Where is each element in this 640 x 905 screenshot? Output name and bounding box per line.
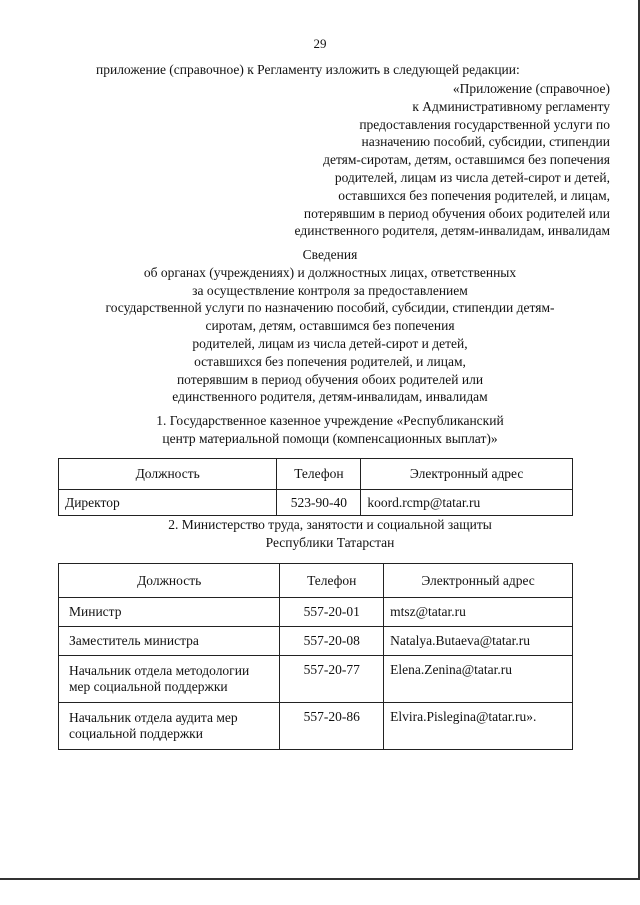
table-row <box>59 656 573 703</box>
info-title-line: потерявшим в период обучения обоих родителей или <box>176 371 484 387</box>
position-cell <box>59 703 280 750</box>
email-cell: mtsz@tatar.ru <box>384 598 573 627</box>
column-header: Должность <box>59 459 277 490</box>
phone-cell: 557-20-86 <box>280 703 384 750</box>
column-header: Электронный адрес <box>384 564 573 598</box>
section2-title <box>40 516 620 552</box>
section1-title-line: 1. Государственное казенное учреждение «Республиканский <box>156 413 504 428</box>
annex-line: единственного родителя, детям-инвалидам, инвалидам <box>294 223 610 239</box>
annex-line: к Административному регламенту <box>412 98 610 114</box>
position-cell: Заместитель министра <box>59 627 280 656</box>
page-number: 29 <box>313 36 327 51</box>
info-title-line: за осуществление контроля за предоставлением <box>192 282 468 298</box>
email-cell: Elena.Zenina@tatar.ru <box>384 656 573 703</box>
table-header-row <box>59 459 573 490</box>
column-header: Телефон <box>280 564 384 598</box>
info-title <box>40 246 620 406</box>
info-title-line: государственной услуги по назначению пособий, субсидии, стипендии детям- <box>105 300 555 316</box>
position-line: социальной поддержки <box>69 726 203 741</box>
position-line: Начальник отдела методологии <box>69 663 250 678</box>
annex-line: родителей, лицам из числа детей-сирот и детей, <box>334 169 610 185</box>
email-cell: Elvira.Pislegina@tatar.ru». <box>384 703 573 750</box>
table-row <box>59 598 573 627</box>
column-header: Электронный адрес <box>361 459 573 490</box>
annex-line: детям-сиротам, детям, оставшимся без попечения <box>323 152 610 168</box>
info-title-line: оставшихся без попечения родителей, и лицам, <box>194 353 466 369</box>
column-header: Должность <box>59 564 280 598</box>
annex-line: назначению пособий, субсидии, стипендии <box>361 134 610 150</box>
table-header-row <box>59 564 573 598</box>
section2-title-line: Республики Татарстан <box>265 535 395 550</box>
info-title-line: об органах (учреждениях) и должностных лицах, ответственных <box>143 264 517 280</box>
info-title-line: Сведения <box>302 247 358 262</box>
column-header: Телефон <box>277 459 361 490</box>
info-title-line: родителей, лицам из числа детей-сирот и детей, <box>192 335 468 351</box>
table-row <box>59 490 573 516</box>
position-cell <box>59 656 280 703</box>
position-cell: Министр <box>59 598 280 627</box>
position-line: Начальник отдела аудита мер <box>69 710 238 725</box>
section2-title-line: 2. Министерство труда, занятости и социальной защиты <box>168 517 492 532</box>
table-row <box>59 703 573 750</box>
phone-cell: 557-20-01 <box>280 598 384 627</box>
info-title-line: сиротам, детям, оставшимся без попечения <box>205 318 455 334</box>
phone-cell: 523-90-40 <box>277 490 361 516</box>
section1-table <box>58 458 573 516</box>
email-cell: Natalya.Butaeva@tatar.ru <box>384 627 573 656</box>
phone-cell: 557-20-77 <box>280 656 384 703</box>
annex-line: оставшихся без попечения родителей, и лицам, <box>338 187 610 203</box>
annex-line: предоставления государственной услуги по <box>359 116 610 132</box>
info-title-line: единственного родителя, детям-инвалидам, инвалидам <box>172 389 488 405</box>
email-cell: koord.rcmp@tatar.ru <box>361 490 573 516</box>
intro-line: приложение (справочное) к Регламенту изложить в следующей редакции: <box>96 62 520 77</box>
section1-title-line: центр материальной помощи (компенсационных выплат)» <box>162 431 498 446</box>
position-line: мер социальной поддержки <box>69 679 228 694</box>
annex-line: «Приложение (справочное) <box>452 81 610 96</box>
section1-title <box>40 412 620 448</box>
position-cell: Директор <box>59 490 277 516</box>
phone-cell: 557-20-08 <box>280 627 384 656</box>
table-row <box>59 627 573 656</box>
annex-line: потерявшим в период обучения обоих родителей или <box>303 205 610 221</box>
scan-border-bottom <box>0 878 640 880</box>
annex-header <box>295 80 610 240</box>
section2-table <box>58 563 573 750</box>
